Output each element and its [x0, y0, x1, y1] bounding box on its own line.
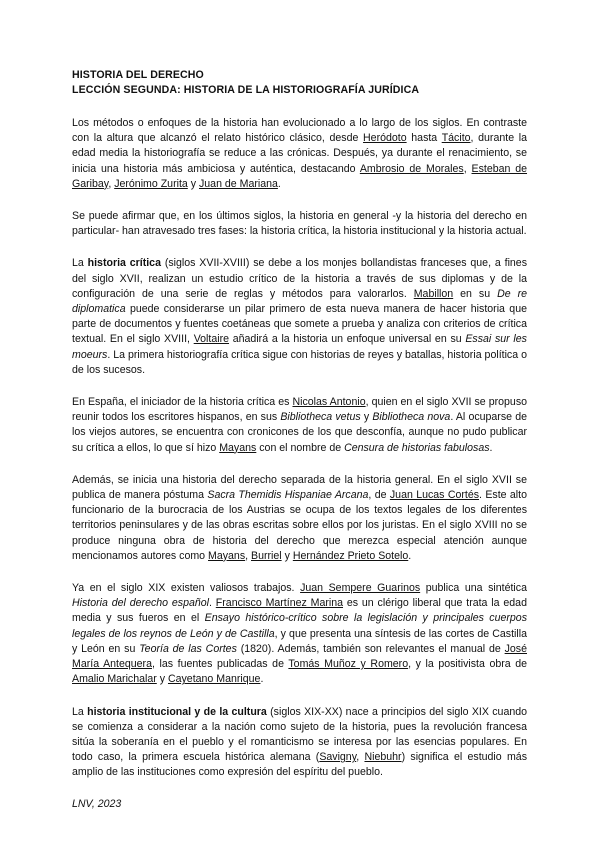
- paragraph-2: Se puede afirmar que, en los últimos siglos, la historia en general -y la historia del derecho en particular- han atravesado tres fases: la historia crítica, la historia institucional y la historia actual.: [72, 210, 527, 238]
- link-jeronimo-zurita[interactable]: Jerónimo Zurita: [114, 177, 188, 190]
- link-burriel[interactable]: Burriel: [251, 549, 282, 562]
- title-line-2: LECCIÓN SEGUNDA: HISTORIA DE LA HISTORIOGRAFÍA JURÍDICA: [72, 84, 420, 96]
- title-line-1: HISTORIA DEL DERECHO: [72, 69, 204, 81]
- link-mabillon[interactable]: Mabillon: [413, 287, 454, 300]
- link-herodoto[interactable]: Heródoto: [363, 132, 407, 145]
- link-juan-sempere-guarinos[interactable]: Juan Sempere Guarinos: [300, 582, 421, 595]
- link-hernandez-prieto-sotelo[interactable]: Hernández Prieto Sotelo: [292, 549, 409, 562]
- paragraph-5: Además, se inicia una historia del derecho separada de la historia general. En el siglo XVII se publica de manera póstuma Sacra Themidis Hispaniae Arcana, de Juan Lucas Cortés. Este alto funcionario de la burocracia de los Austrias se ocupa de los textos legales de los diferentes territorios peninsulares y de las obras escritas sobre ellos por los juristas. En el siglo XVIII no se produce ninguna obra de historia del derecho que merezca especial atención aunque mencionamos autores como Mayans, Burriel y Hernández Prieto Sotelo.: [72, 473, 527, 562]
- footer-signature: LNV, 2023: [72, 798, 122, 810]
- link-ambrosio-de-morales[interactable]: Ambrosio de Morales: [359, 162, 464, 175]
- document-title: [72, 68, 527, 98]
- paragraph-6: Ya en el siglo XIX existen valiosos trabajos. Juan Sempere Guarinos publica una sintética Historia del derecho español. Francisco Martínez Marina es un clérigo liberal que trata la edad media y sus fueros en el Ensayo histórico-crítico sobre la legislación y principales cuerpos legales de los reynos de León y de Castilla, y que presenta una síntesis de las cortes de Castilla y León en su Teoría de las Cortes (1820). Además, también son relevantes el manual de José María Antequera, las fuentes publicadas de Tomás Muñoz y Romero, y la positivista obra de Amalio Marichalar y Cayetano Manrique.: [72, 582, 528, 686]
- term-historia-institucional: historia institucional y de la cultura: [87, 705, 267, 718]
- link-tacito[interactable]: Tácito: [441, 132, 471, 145]
- link-francisco-martinez-marina[interactable]: Francisco Martínez Marina: [215, 597, 344, 610]
- link-voltaire[interactable]: Voltaire: [193, 333, 230, 346]
- link-juan-de-mariana[interactable]: Juan de Mariana: [198, 177, 278, 190]
- link-juan-lucas-cortes[interactable]: Juan Lucas Cortés: [389, 489, 480, 502]
- link-mayans[interactable]: Mayans: [219, 441, 257, 454]
- paragraph-7: La historia institucional y de la cultura (siglos XIX-XX) nace a principios del siglo XIX cuando se comienza a considerar a la nación como sujeto de la historia, pues la revolución francesa sitúa la soberanía en el pueblo y el romanticismo se interesa por las esencias populares. En todo caso, la primera escuela histórica alemana (Savigny, Niebuhr) significa el estudio más amplio de las instituciones como expresión del espíritu del pueblo.: [72, 705, 528, 779]
- paragraph-4: En España, el iniciador de la historia crítica es Nicolas Antonio, quien en el siglo XVII se propuso reunir todos los escritores hispanos, en sus Bibliotheca vetus y Bibliotheca nova. Al ocuparse de los viejos autores, se encuentra con cronicones de los que desconfía, aunque no pudo publicar su crítica a ellos, lo que sí hizo Mayans con el nombre de Censura de historias fabulosas.: [72, 396, 528, 454]
- link-mayans-2[interactable]: Mayans: [208, 549, 246, 562]
- document-page: [72, 68, 527, 781]
- link-savigny[interactable]: Savigny: [319, 751, 357, 764]
- link-tomas-munoz-y-romero[interactable]: Tomás Muñoz y Romero: [288, 658, 409, 671]
- paragraph-3: La historia crítica (siglos XVII-XVIII) se debe a los monjes bollandistas franceses que, a fines del siglo XVII, realizan un estudio crítico de la historia a través de sus diplomas y de la configuración de una serie de reglas y métodos para valorarlos. Mabillon en su De re diplomatica puede considerarse un pilar primero de esta nueva manera de hacer historia que parte de documentos y fuentes coetáneas que somete a prueba y analiza con criterios de crítica textual. En el siglo XVIII, Voltaire añadirá a la historia un enfoque universal en su Essai sur les moeurs. La primera historiografía crítica sigue con historias de reyes y batallas, historia política o de los sucesos.: [72, 257, 527, 376]
- link-amalio-marichalar[interactable]: Amalio Marichalar: [72, 673, 157, 686]
- link-cayetano-manrique[interactable]: Cayetano Manrique: [167, 673, 261, 686]
- link-esteban-de-garibay[interactable]: Esteban de Garibay: [72, 162, 528, 190]
- link-nicolas-antonio[interactable]: Nicolas Antonio: [292, 396, 366, 409]
- link-jose-maria-antequera[interactable]: José María Antequera: [72, 642, 527, 671]
- paragraph-1: Los métodos o enfoques de la historia han evolucionado a lo largo de los siglos. En contraste con la altura que alcanzó el relato histórico clásico, desde Heródoto hasta Tácito, durante la edad media la historiografía se reduce a las crónicas. Después, ya durante el renacimiento, se inicia una historia más ambiciosa y auténtica, destacando Ambrosio de Morales, Esteban de Garibay, Jerónimo Zurita y Juan de Mariana.: [72, 117, 528, 190]
- link-niebuhr[interactable]: Niebuhr: [364, 751, 402, 764]
- term-historia-critica: historia crítica: [87, 257, 161, 270]
